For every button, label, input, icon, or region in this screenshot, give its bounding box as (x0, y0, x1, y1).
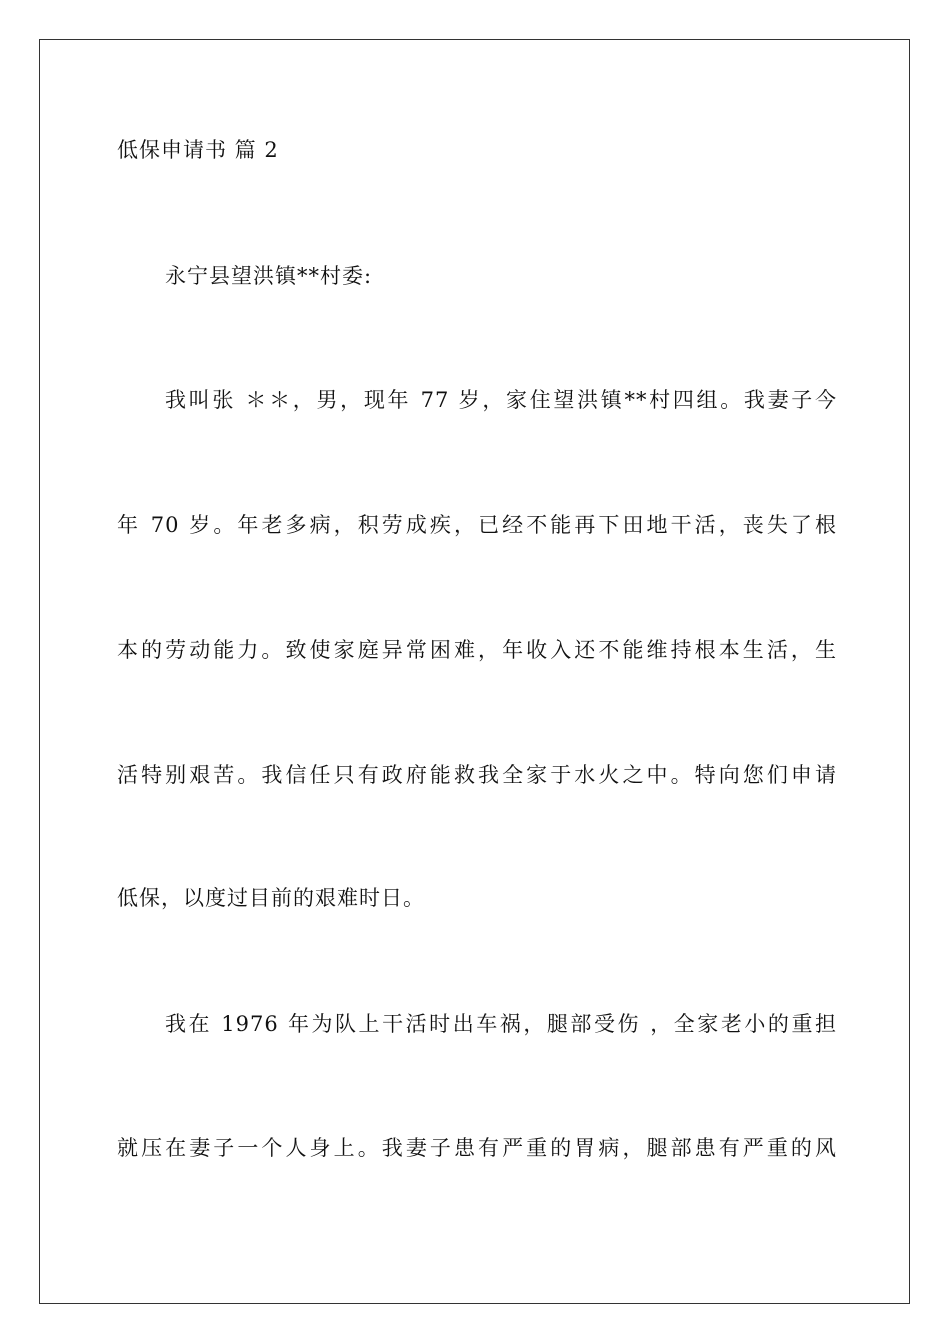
paragraph-1-line-2: 年 70 岁。年老多病，积劳成疾，已经不能再下田地干活，丧失了根 (117, 513, 837, 537)
document-title: 低保申请书 篇 2 (117, 138, 279, 162)
page-frame (39, 39, 910, 1304)
paragraph-1-line-1: 我叫张 ＊＊，男，现年 77 岁，家住望洪镇**村四组。我妻子今 (165, 388, 837, 412)
paragraph-1-line-3: 本的劳动能力。致使家庭异常困难，年收入还不能维持根本生活，生 (117, 638, 837, 662)
paragraph-1-line-4: 活特别艰苦。我信任只有政府能救我全家于水火之中。特向您们申请 (117, 763, 837, 787)
salutation: 永宁县望洪镇**村委: (165, 264, 373, 288)
paragraph-2-line-1: 我在 1976 年为队上干活时出车祸，腿部受伤 ，全家老小的重担 (165, 1012, 837, 1036)
paragraph-1-line-5: 低保，以度过目前的艰难时日。 (117, 886, 425, 910)
paragraph-2-line-2: 就压在妻子一个人身上。我妻子患有严重的胃病，腿部患有严重的风 (117, 1136, 837, 1160)
